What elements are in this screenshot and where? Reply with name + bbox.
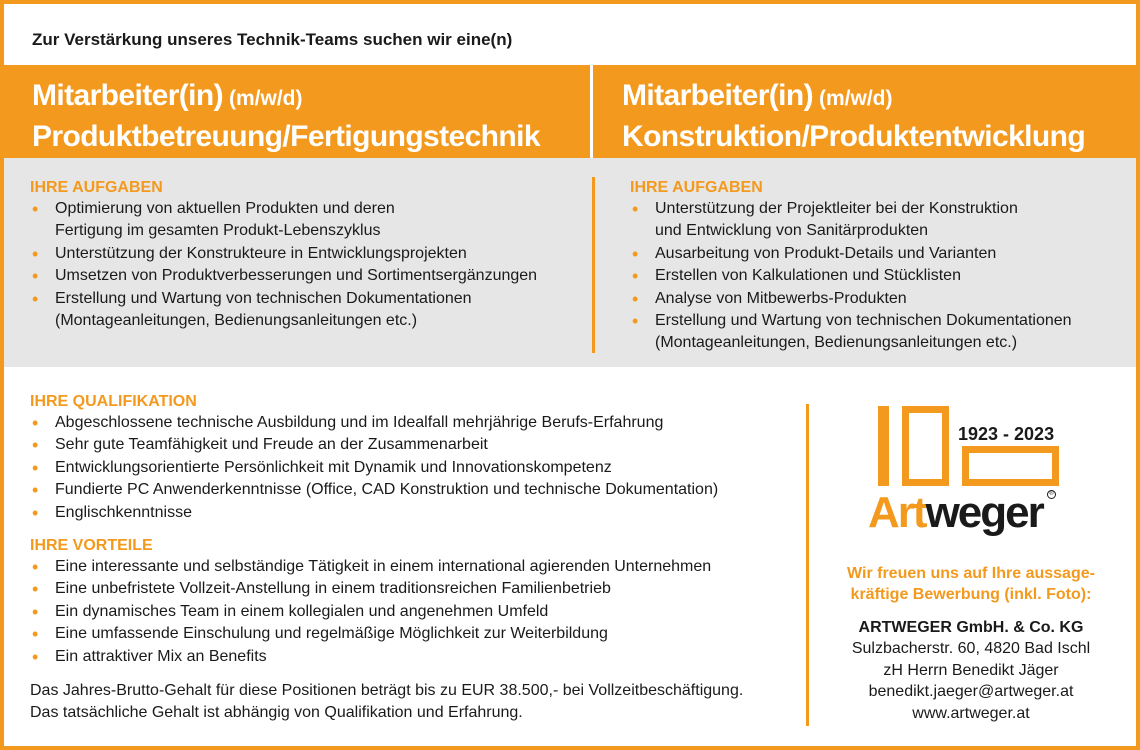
brand-wordmark [868, 488, 1043, 538]
list-item [630, 198, 1072, 243]
job-title-2-prefix: Mitarbeiter(in) [622, 79, 814, 112]
list-item-text: Erstellung und Wartung von technischen Dokumentationen [655, 312, 1072, 330]
job-title-2-main: Konstruktion/Produktentwicklung [622, 120, 1086, 153]
list-item-text: Optimierung von aktuellen Produkten und deren [55, 200, 395, 217]
list-item-text: Umsetzen von Produktverbesserungen und Sortimentsergänzungen [55, 267, 538, 285]
list-item [630, 310, 1072, 355]
contact-address [826, 617, 1116, 724]
contact-divider [806, 404, 809, 726]
benefits-section [30, 536, 711, 668]
title-band-divider [590, 65, 593, 158]
list-item: • Eine unbefristete Vollzeit-Anstellung in einem traditionsreichen Familienbetrieb [30, 578, 711, 600]
list-item [30, 288, 537, 333]
street-address: Sulzbacherstr. 60, 4820 Bad Ischl [851, 640, 1091, 658]
list-item: • Fundierte PC Anwenderkenntnisse (Office, CAD Konstruktion und technische Dokumentation) [30, 479, 718, 501]
anniversary-years: 1923 - 2023 [958, 424, 1055, 444]
list-item-text: (Montageanleitungen, Bedienungsanleitungen etc.) [55, 312, 418, 330]
list-item-text: Unterstützung der Konstrukteure in Entwicklungsprojekten [55, 244, 467, 262]
list-item [630, 288, 1072, 310]
list-item-text: Analyse von Mitbewerbs-Produkten [655, 289, 907, 307]
job-title-1-main: Produktbetreuung/Fertigungstechnik [32, 120, 540, 153]
list-item: • Sehr gute Teamfähigkeit und Freude an der Zusammenarbeit [30, 434, 718, 456]
contact-person: zH Herrn Benedikt Jäger [883, 661, 1059, 679]
salary-line-1: Das Jahres-Brutto-Gehalt für diese Positionen beträgt bis zu EUR 38.500,- bei Vollzeitbeschäftigung. [30, 682, 744, 699]
contact-email[interactable]: benedikt.jaeger@artweger.at [868, 683, 1074, 701]
list-item-text: Erstellen von Kalkulationen und Stücklisten [655, 267, 961, 285]
brand-art: Art [868, 488, 926, 537]
benefits-heading: IHRE VORTEILE [30, 537, 153, 554]
application-cta [826, 563, 1116, 605]
tasks-divider [592, 177, 595, 353]
list-item-text: Fertigung im gesamten Produkt-Lebenszyklus [55, 222, 381, 240]
job-title-1-gender: (m/w/d) [229, 87, 303, 110]
tasks-heading-2: IHRE AUFGABEN [630, 179, 763, 196]
qualification-heading: IHRE QUALIFIKATION [30, 393, 197, 410]
tasks-list-2 [630, 198, 1072, 355]
list-item-text: (Montageanleitungen, Bedienungsanleitungen etc.) [655, 334, 1018, 352]
list-item: • Eine umfassende Einschulung und regelmäßige Möglichkeit zur Weiterbildung [30, 623, 711, 645]
salary-info [30, 680, 743, 724]
list-item [30, 243, 537, 265]
list-item [30, 198, 537, 243]
list-item: • Eine interessante und selbständige Tätigkeit in einem international agierenden Unternehmen [30, 556, 711, 578]
list-item-text: Unterstützung der Projektleiter bei der Konstruktion [655, 200, 1018, 217]
company-name: ARTWEGER GmbH. & Co. KG [858, 619, 1084, 636]
logo-digit-0-second [966, 450, 1056, 483]
logo-digit-0-first [906, 410, 946, 483]
tasks-heading-1: IHRE AUFGABEN [30, 179, 163, 196]
job-title-2-gender: (m/w/d) [819, 87, 893, 110]
cta-line-2: kräftige Bewerbung (inkl. Foto): [850, 586, 1092, 603]
tasks-section-2 [630, 178, 1072, 355]
logo-digit-1 [878, 406, 889, 486]
tasks-list-1 [30, 198, 537, 332]
list-item-text: Ausarbeitung von Produkt-Details und Varianten [655, 244, 997, 262]
list-item-text: und Entwicklung von Sanitärprodukten [655, 222, 929, 240]
intro-text: Zur Verstärkung unseres Technik-Teams suchen wir eine(n) [32, 30, 513, 49]
list-item: • Ein dynamisches Team in einem kollegialen und angenehmen Umfeld [30, 601, 711, 623]
list-item [30, 265, 537, 287]
registered-mark: ® [1047, 490, 1056, 499]
list-item-text: Erstellung und Wartung von technischen Dokumentationen [55, 289, 472, 307]
list-item: • Entwicklungsorientierte Persönlichkeit mit Dynamik und Innovationskompetenz [30, 457, 718, 479]
job-title-1-prefix: Mitarbeiter(in) [32, 79, 224, 112]
list-item: • Ein attraktiver Mix an Benefits [30, 646, 711, 668]
list-item [630, 243, 1072, 265]
job-title-1 [32, 77, 540, 156]
cta-line-1: Wir freuen uns auf Ihre aussage- [847, 565, 1095, 582]
job-title-2 [622, 77, 1085, 156]
tasks-section-1 [30, 178, 537, 332]
list-item: • Englischkenntnisse [30, 502, 718, 524]
list-item: • Abgeschlossene technische Ausbildung und im Idealfall mehrjährige Berufs-Erfahrung [30, 412, 718, 434]
qualification-list [30, 412, 718, 524]
qualification-section [30, 392, 718, 524]
benefits-list [30, 556, 711, 668]
brand-weger: weger [925, 488, 1043, 537]
company-website[interactable]: www.artweger.at [912, 704, 1030, 722]
salary-line-2: Das tatsächliche Gehalt ist abhängig von Qualifikation und Erfahrung. [30, 704, 523, 721]
list-item [630, 265, 1072, 287]
